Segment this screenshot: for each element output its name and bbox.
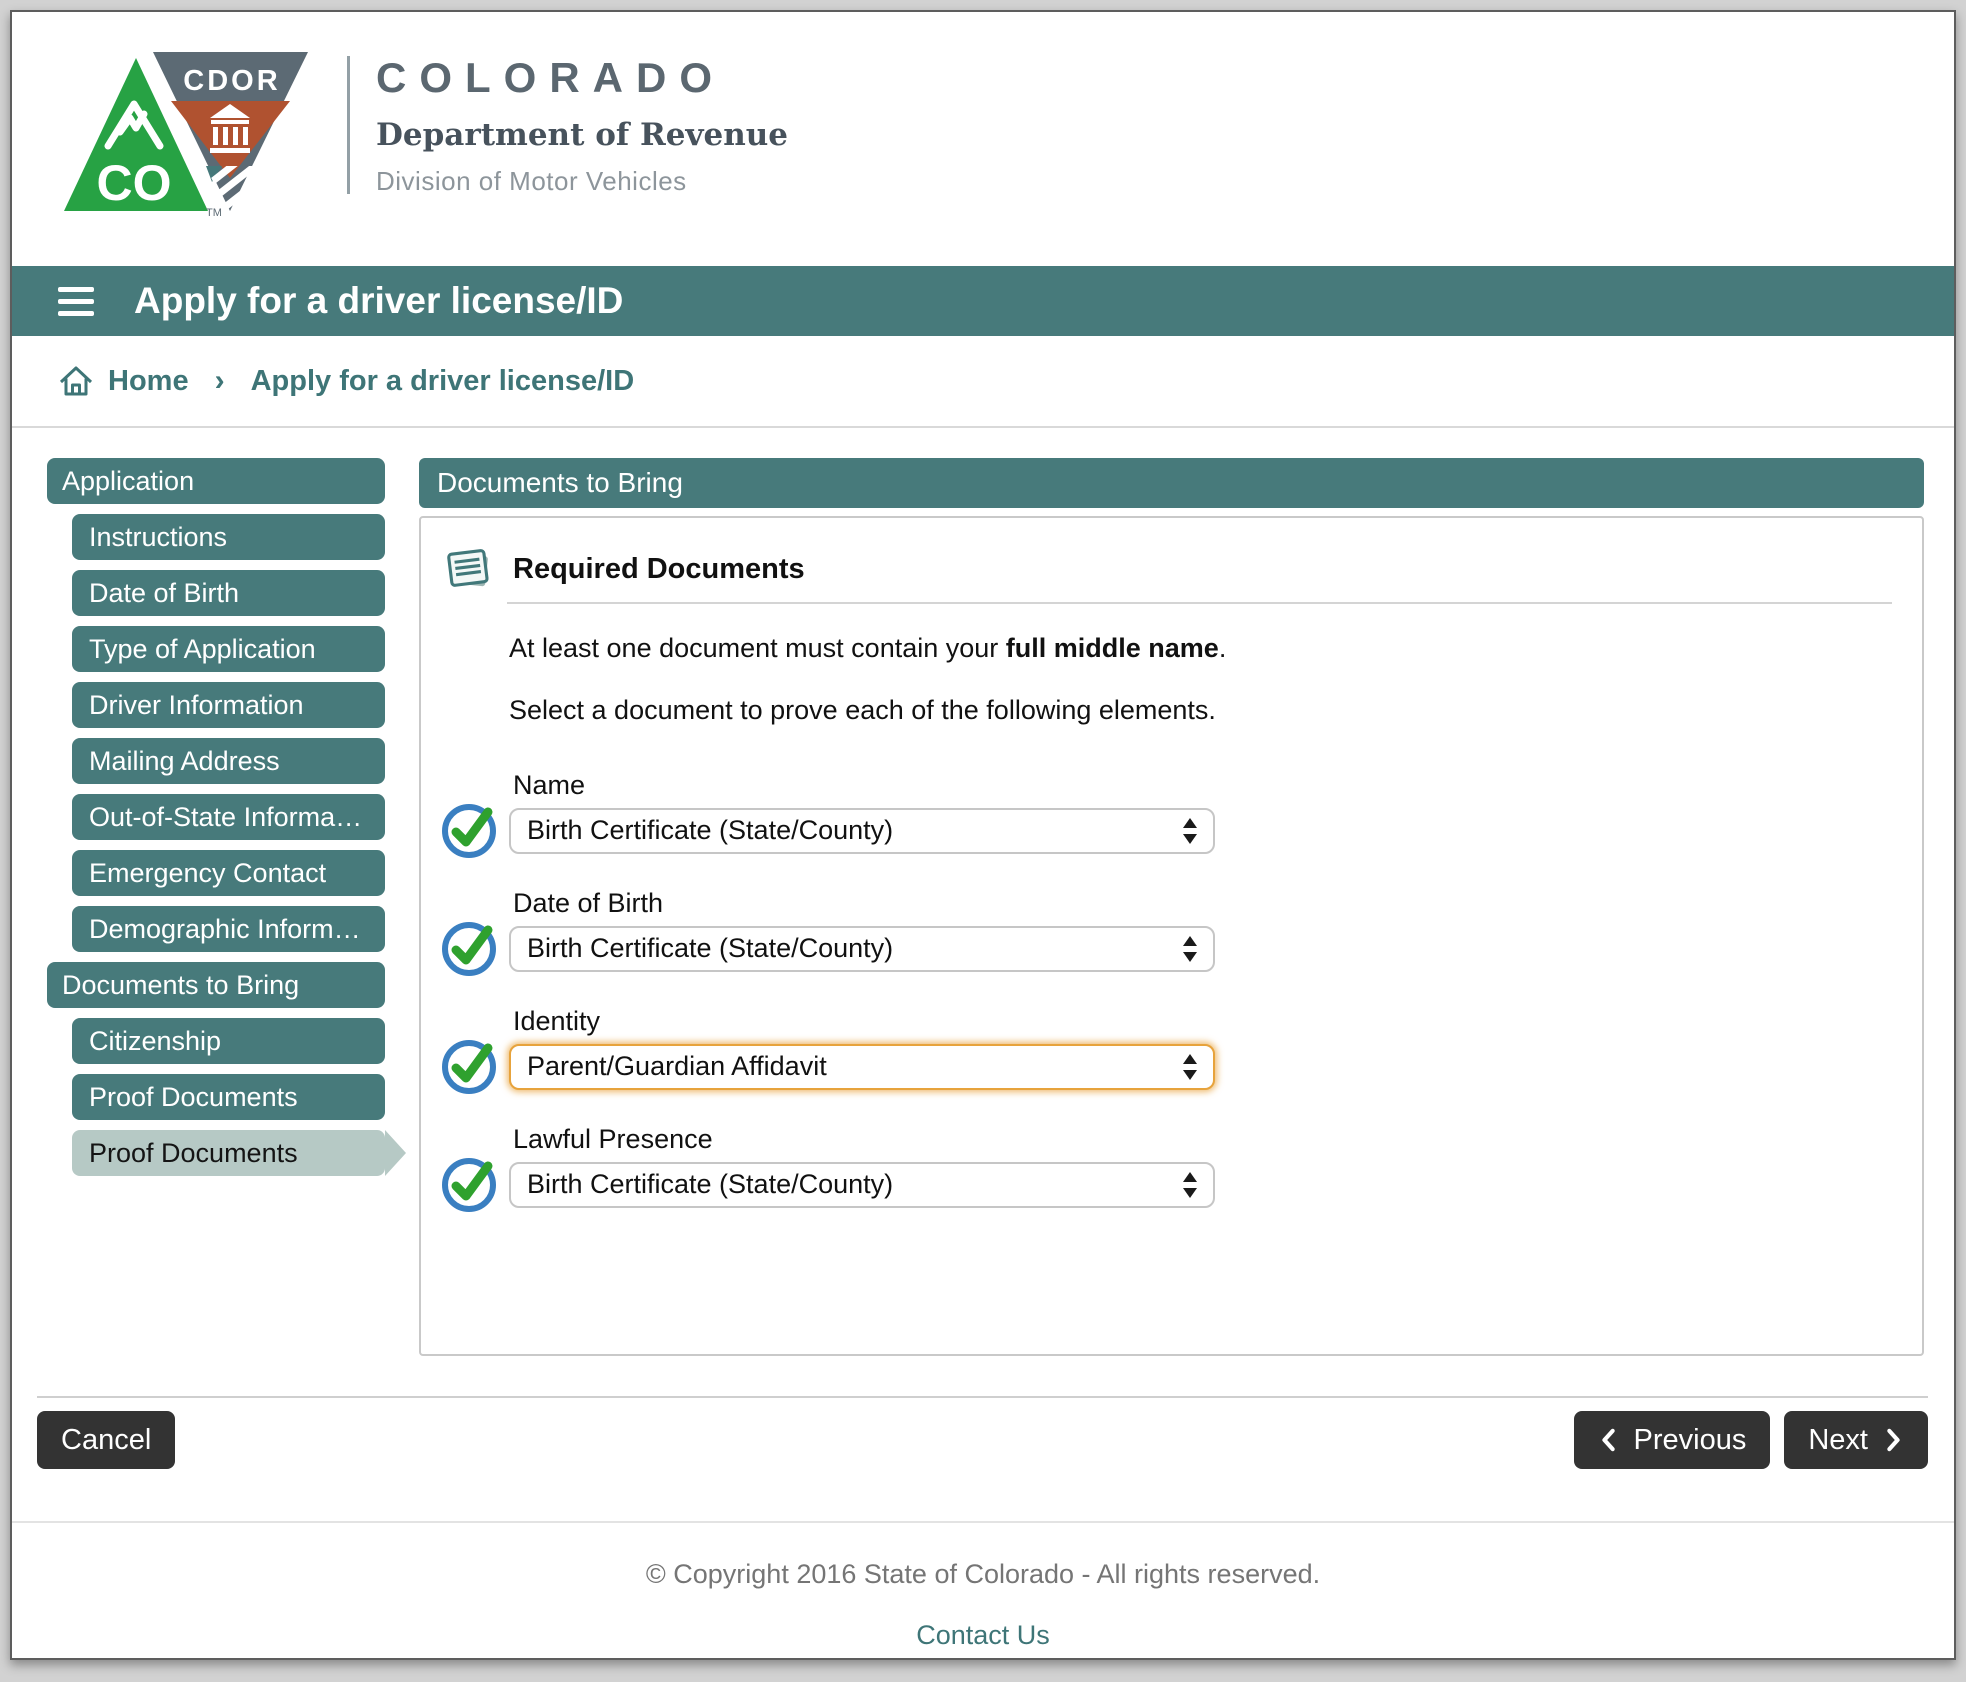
bottom-nav [37,1396,1928,1469]
lawful-presence-select[interactable] [509,1162,1215,1208]
breadcrumb-separator: › [214,364,225,397]
field-label-lawful-presence: Lawful Presence [513,1123,713,1154]
section-divider [507,602,1892,604]
next-button-label: Next [1808,1423,1868,1456]
hamburger-menu-icon[interactable] [58,287,94,316]
page-card [10,10,1956,1660]
previous-button-label: Previous [1633,1423,1747,1456]
breadcrumb-home-link[interactable] [58,364,189,398]
svg-text:CDOR: CDOR [183,65,281,97]
page-title: Apply for a driver license/ID [134,280,624,321]
panel-body [419,516,1924,1356]
sidebar-item-citizenship[interactable]: Citizenship [72,1018,385,1064]
brand-division: Division of Motor Vehicles [376,166,687,196]
breadcrumb-current: Apply for a driver license/ID [250,364,635,397]
content-area [12,428,1954,1356]
sidebar-item-emergency-contact[interactable]: Emergency Contact [72,850,385,896]
site-header [12,12,1954,266]
select-arrows-icon [1181,934,1199,964]
cancel-button-label: Cancel [61,1423,152,1456]
field-group-lawful-presence [443,1124,1892,1208]
section-title: Required Documents [513,552,805,585]
sidebar-item-proof-documents-active[interactable]: Proof Documents [72,1130,385,1176]
document-icon [443,544,493,594]
home-icon [58,364,94,398]
lawful-presence-select-value: Birth Certificate (State/County) [527,1169,894,1199]
copyright-text: © Copyright 2016 State of Colorado - All rights reserved. [645,1559,1321,1589]
date-of-birth-select[interactable] [509,926,1215,972]
select-arrows-icon [1181,1170,1199,1200]
chevron-left-icon [1598,1425,1620,1455]
check-circle-icon [439,797,503,861]
breadcrumb-home-label: Home [108,364,189,397]
page-footer [12,1521,1954,1651]
brand-name: COLORADO [376,54,725,101]
check-circle-icon [439,915,503,979]
identity-select-value: Parent/Guardian Affidavit [527,1051,827,1081]
sidebar-item-driver-information[interactable]: Driver Information [72,682,385,728]
check-circle-icon [439,1151,503,1215]
section-header [443,544,1892,594]
select-arrows-icon [1181,816,1199,846]
field-group-date-of-birth [443,888,1892,972]
sidebar-item-demographic-information[interactable]: Demographic Inform… [72,906,385,952]
intro-text: At least one document must contain your full middle name. [509,633,1227,663]
field-label-identity: Identity [513,1005,601,1036]
field-group-name [443,770,1892,854]
name-select[interactable] [509,808,1215,854]
breadcrumb [12,336,1954,428]
brand-department: Department of Revenue [376,117,789,153]
field-label-date-of-birth: Date of Birth [513,887,664,918]
app-bar [12,266,1954,336]
svg-text:CO: CO [96,155,172,211]
sidebar-nav [47,458,385,1356]
intro-bold: full middle name [1005,633,1219,663]
select-arrows-icon [1181,1052,1199,1082]
sidebar-item-instructions[interactable]: Instructions [72,514,385,560]
main-panel [419,458,1924,1356]
previous-button[interactable] [1574,1411,1771,1469]
chevron-right-icon [1882,1425,1904,1455]
logo-divider [347,56,350,194]
name-select-value: Birth Certificate (State/County) [527,815,894,845]
contact-us-link[interactable]: Contact Us [916,1620,1050,1650]
intro-text-2: Select a document to prove each of the following elements. [509,694,1216,725]
sidebar-item-proof-documents[interactable]: Proof Documents [72,1074,385,1120]
field-label-name: Name [513,769,586,800]
check-circle-icon [439,1033,503,1097]
next-button[interactable] [1784,1411,1928,1469]
field-group-identity [443,1006,1892,1090]
sidebar-item-documents-to-bring[interactable]: Documents to Bring [47,962,385,1008]
sidebar-item-mailing-address[interactable]: Mailing Address [72,738,385,784]
sidebar-item-application[interactable]: Application [47,458,385,504]
sidebar-item-date-of-birth[interactable]: Date of Birth [72,570,385,616]
panel-header: Documents to Bring [419,458,1924,508]
sidebar-item-type-of-application[interactable]: Type of Application [72,626,385,672]
cancel-button[interactable] [37,1411,175,1469]
svg-text:TM: TM [206,207,222,219]
cdor-logo [56,46,321,226]
cdor-logo-icon [56,46,321,221]
identity-select[interactable] [509,1044,1215,1090]
sidebar-item-out-of-state-information[interactable]: Out-of-State Informa… [72,794,385,840]
brand-text [376,46,788,197]
date-of-birth-select-value: Birth Certificate (State/County) [527,933,894,963]
